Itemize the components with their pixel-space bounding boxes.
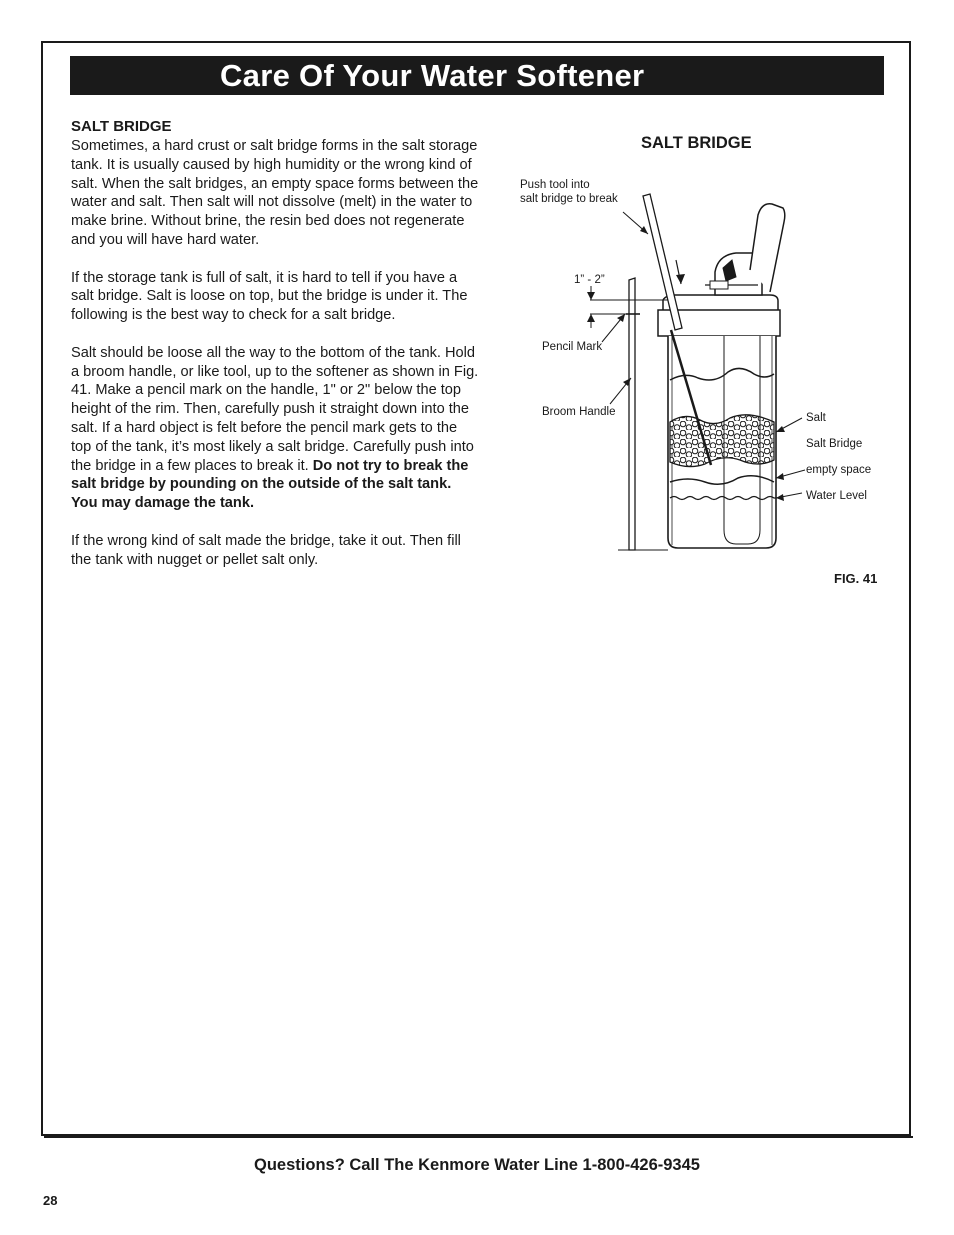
- paragraph-wrong-salt: If the wrong kind of salt made the bridge, take it out. Then fill the tank with nugget or pellet salt only.: [71, 532, 461, 568]
- callout-pencil-mark: Pencil Mark: [542, 341, 603, 353]
- callout-salt-bridge: Salt Bridge: [806, 438, 863, 450]
- body-text-column: [71, 117, 481, 588]
- callout-push-tool-line1: Push tool into: [520, 179, 590, 191]
- callout-measure: 1” - 2”: [574, 274, 605, 286]
- paragraph-check-procedure: [71, 344, 481, 513]
- paragraph-intro: Sometimes, a hard crust or salt bridge forms in the salt storage tank. It is usually caused by high humidity or the wrong kind of salt. When the salt bridges, an empty space forms between the water and salt. Then salt will not dissolve (melt) in the water to make brine. Without brine, the resin bed does not regenerate and you will have hard water.: [71, 138, 479, 248]
- paragraph-full-tank: If the storage tank is full of salt, it is hard to tell if you have a salt bridge. Salt is loose on top, but the bridge is under it. The following is the best way to check for a salt bridge.: [71, 269, 468, 324]
- figure-label: FIG. 41: [834, 571, 878, 586]
- warning-text: Do not try to break the salt bridge by pounding on the outside of the salt tank. You may damage the tank.: [71, 457, 469, 512]
- section-heading: SALT BRIDGE: [71, 118, 172, 135]
- callout-salt: Salt: [806, 412, 826, 424]
- callout-broom-handle: Broom Handle: [542, 406, 616, 418]
- callout-water-level: Water Level: [806, 490, 867, 502]
- procedure-text: Salt should be loose all the way to the bottom of the tank. Hold a broom handle, or like tool, up to the softener as shown in Fig. 41. Make a pencil mark on the handle, 1" or 2" below the top height of the rim. Then, carefully push it straight down into the salt. If a hard object is felt before the pencil mark gets to the top of the tank, it’s most likely a salt bridge. Carefully push into the bridge in a few places to break it.: [71, 344, 479, 474]
- control-valve: [705, 204, 785, 295]
- callout-push-tool-line2: salt bridge to break: [520, 193, 618, 205]
- salt-bridge-diagram: [500, 160, 900, 570]
- page-number: 28: [43, 1193, 58, 1208]
- figure-title: SALT BRIDGE: [641, 134, 752, 152]
- measurement-arrows: [587, 286, 626, 328]
- page-title: Care Of Your Water Softener: [220, 58, 645, 93]
- title-banner: [70, 56, 884, 95]
- callout-empty-space: empty space: [806, 464, 872, 476]
- footer-questions: Questions? Call The Kenmore Water Line 1-800-426-9345: [254, 1156, 700, 1174]
